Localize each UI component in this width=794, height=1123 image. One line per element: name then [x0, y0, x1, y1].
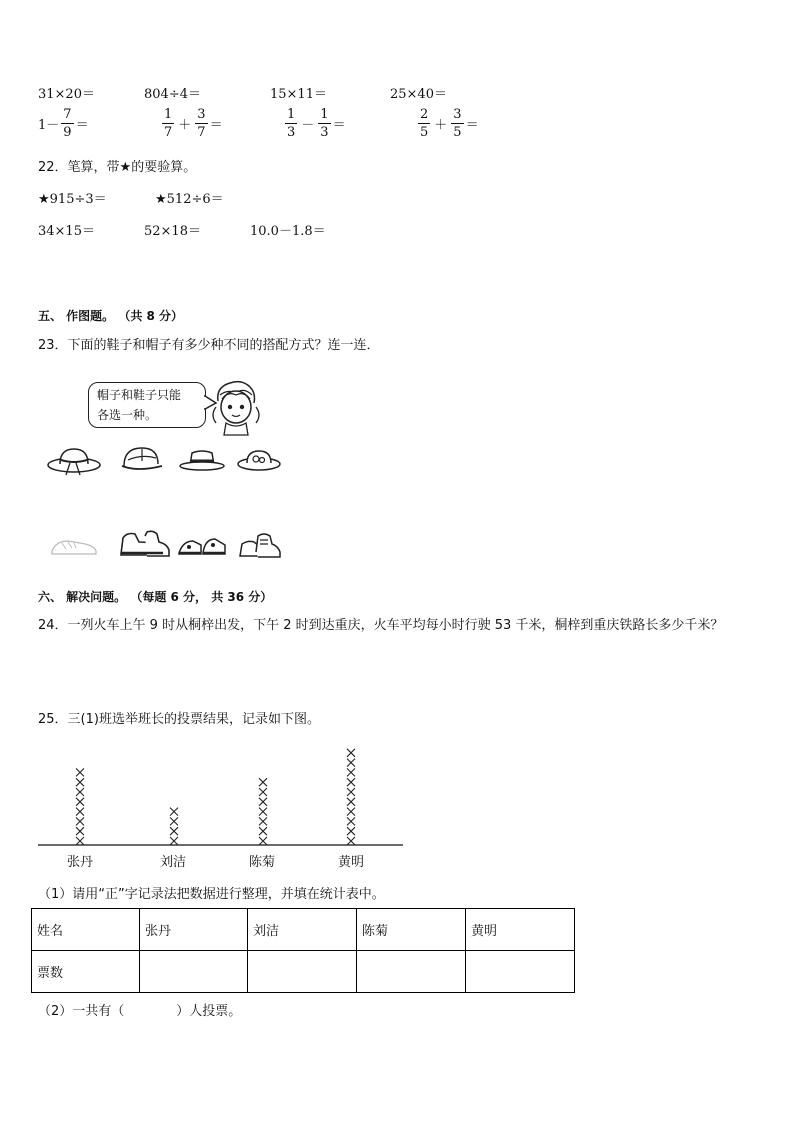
tally-cross-mark — [347, 837, 355, 845]
equals-sign: ＝ — [209, 118, 223, 133]
tally-cross-mark — [259, 817, 267, 825]
answer-cell-zhangdan[interactable] — [140, 951, 248, 993]
numerator: 1 — [164, 107, 173, 122]
answer-cell-chenju[interactable] — [357, 951, 466, 993]
denominator: 3 — [320, 125, 329, 140]
fraction — [195, 108, 207, 139]
hat-4-icon — [236, 445, 282, 473]
shoe-1-icon — [48, 535, 100, 557]
fraction-expression-2 — [160, 108, 223, 139]
shoe-4-icon — [236, 530, 282, 560]
header-cell-liujie: 刘洁 — [248, 909, 357, 951]
candidate-label-2: 刘洁 — [160, 855, 187, 870]
tally-cross-mark — [259, 798, 267, 806]
fraction-expression-3 — [283, 108, 346, 139]
shoe-2-icon — [117, 528, 171, 560]
fraction — [418, 108, 430, 139]
tally-cross-mark — [347, 778, 355, 786]
candidate-label-4: 黄明 — [338, 855, 365, 870]
question-24-text: 24．一列火车上午 9 时从桐梓出发，下午 2 时到达重庆，火车平均每小时行驶 53 千米，桐梓到重庆铁路长多少千米？ — [38, 618, 724, 633]
tally-cross-mark — [170, 808, 178, 816]
hat-3-icon — [178, 447, 226, 473]
tally-cross-mark — [259, 837, 267, 845]
tally-cross-mark — [170, 817, 178, 825]
tally-cross-mark — [347, 768, 355, 776]
girl-illustration — [212, 377, 262, 437]
tally-cross-mark — [347, 817, 355, 825]
numerator: 2 — [420, 107, 429, 122]
tally-cross-mark — [259, 808, 267, 816]
header-cell-zhangdan: 张丹 — [140, 909, 248, 951]
hat-2-icon — [118, 444, 164, 474]
question-25-part-1: （1）请用“正”字记录法把数据进行整理，并填在统计表中。 — [38, 887, 385, 902]
operator: ＋ — [178, 118, 192, 133]
tally-cross-mark — [76, 837, 84, 845]
question-25-part-2: （2）一共有（ ）人投票。 — [38, 1004, 242, 1019]
tally-cross-mark — [76, 788, 84, 796]
answer-cell-huangming[interactable] — [466, 951, 575, 993]
equals-sign: ＝ — [332, 118, 346, 133]
denominator: 3 — [287, 125, 296, 140]
operator: ＋ — [434, 118, 448, 133]
numerator: 1 — [287, 107, 296, 122]
tally-cross-mark — [170, 837, 178, 845]
table-row — [32, 909, 575, 951]
hat-1-icon — [46, 443, 102, 477]
tally-cross-mark — [76, 827, 84, 835]
tally-cross-mark — [170, 827, 178, 835]
tally-cross-mark — [347, 788, 355, 796]
numerator: 3 — [197, 107, 206, 122]
fraction — [285, 108, 297, 139]
numerator: 7 — [63, 107, 72, 122]
numerator: 3 — [453, 107, 462, 122]
denominator: 5 — [453, 125, 462, 140]
bubble-line-1: 帽子和鞋子只能 — [97, 388, 182, 402]
calc-item-1: 31×20＝ — [38, 87, 95, 102]
numerator: 1 — [320, 107, 329, 122]
tally-cross-mark — [76, 808, 84, 816]
fraction — [318, 108, 330, 139]
q22-item-1: ★915÷3＝ — [38, 192, 107, 207]
tally-cross-mark — [347, 798, 355, 806]
denominator: 5 — [420, 125, 429, 140]
tally-cross-mark — [259, 827, 267, 835]
fraction — [162, 108, 174, 139]
tally-cross-mark — [347, 827, 355, 835]
tally-cross-mark — [76, 778, 84, 786]
section-6-heading: 六、 解决问题。 （每题 6 分， 共 36 分） — [38, 590, 273, 604]
q22-item-2: ★512÷6＝ — [155, 192, 224, 207]
fraction — [61, 108, 73, 139]
tally-cross-mark — [259, 788, 267, 796]
calc-item-4: 25×40＝ — [390, 87, 447, 102]
speech-bubble — [88, 382, 206, 428]
equals-sign: ＝ — [465, 118, 479, 133]
shoe-3-icon — [177, 531, 227, 559]
denominator: 7 — [197, 125, 206, 140]
statistics-table — [31, 908, 575, 993]
calc-item-3: 15×11＝ — [270, 87, 327, 102]
question-23-title: 23．下面的鞋子和帽子有多少种不同的搭配方式？连一连． — [38, 338, 380, 353]
question-22-title: 22．笔算，带★的要验算。 — [38, 160, 197, 175]
candidate-label-3: 陈菊 — [249, 855, 276, 870]
equals-sign: ＝ — [75, 118, 89, 133]
tally-cross-mark — [347, 749, 355, 757]
header-cell-chenju: 陈菊 — [357, 909, 466, 951]
table-row — [32, 951, 575, 993]
tally-cross-mark — [76, 798, 84, 806]
q22-item-4: 52×18＝ — [144, 224, 201, 239]
tally-cross-mark — [347, 808, 355, 816]
tally-cross-mark — [76, 768, 84, 776]
q22-item-3: 34×15＝ — [38, 224, 95, 239]
tally-cross-mark — [259, 778, 267, 786]
fraction-prefix: 1－ — [38, 118, 60, 133]
header-cell-huangming: 黄明 — [466, 909, 575, 951]
denominator: 9 — [63, 125, 72, 140]
tally-cross-mark — [76, 817, 84, 825]
calc-item-2: 804÷4＝ — [144, 87, 201, 102]
candidate-label-1: 张丹 — [67, 855, 94, 870]
answer-cell-liujie[interactable] — [248, 951, 357, 993]
fraction — [451, 108, 463, 139]
denominator: 7 — [164, 125, 173, 140]
section-5-heading: 五、 作图题。 （共 8 分） — [38, 309, 184, 323]
q22-item-5: 10.0－1.8＝ — [250, 224, 326, 239]
question-25-title: 25．三(1)班选举班长的投票结果，记录如下图。 — [38, 712, 320, 727]
tally-cross-mark — [347, 759, 355, 767]
fraction-expression-1 — [38, 108, 89, 139]
row-label-votes: 票数 — [32, 951, 140, 993]
fraction-expression-4 — [416, 108, 479, 139]
operator: － — [301, 118, 315, 133]
header-cell-name: 姓名 — [32, 909, 140, 951]
bubble-line-2: 各选一种。 — [97, 408, 158, 422]
